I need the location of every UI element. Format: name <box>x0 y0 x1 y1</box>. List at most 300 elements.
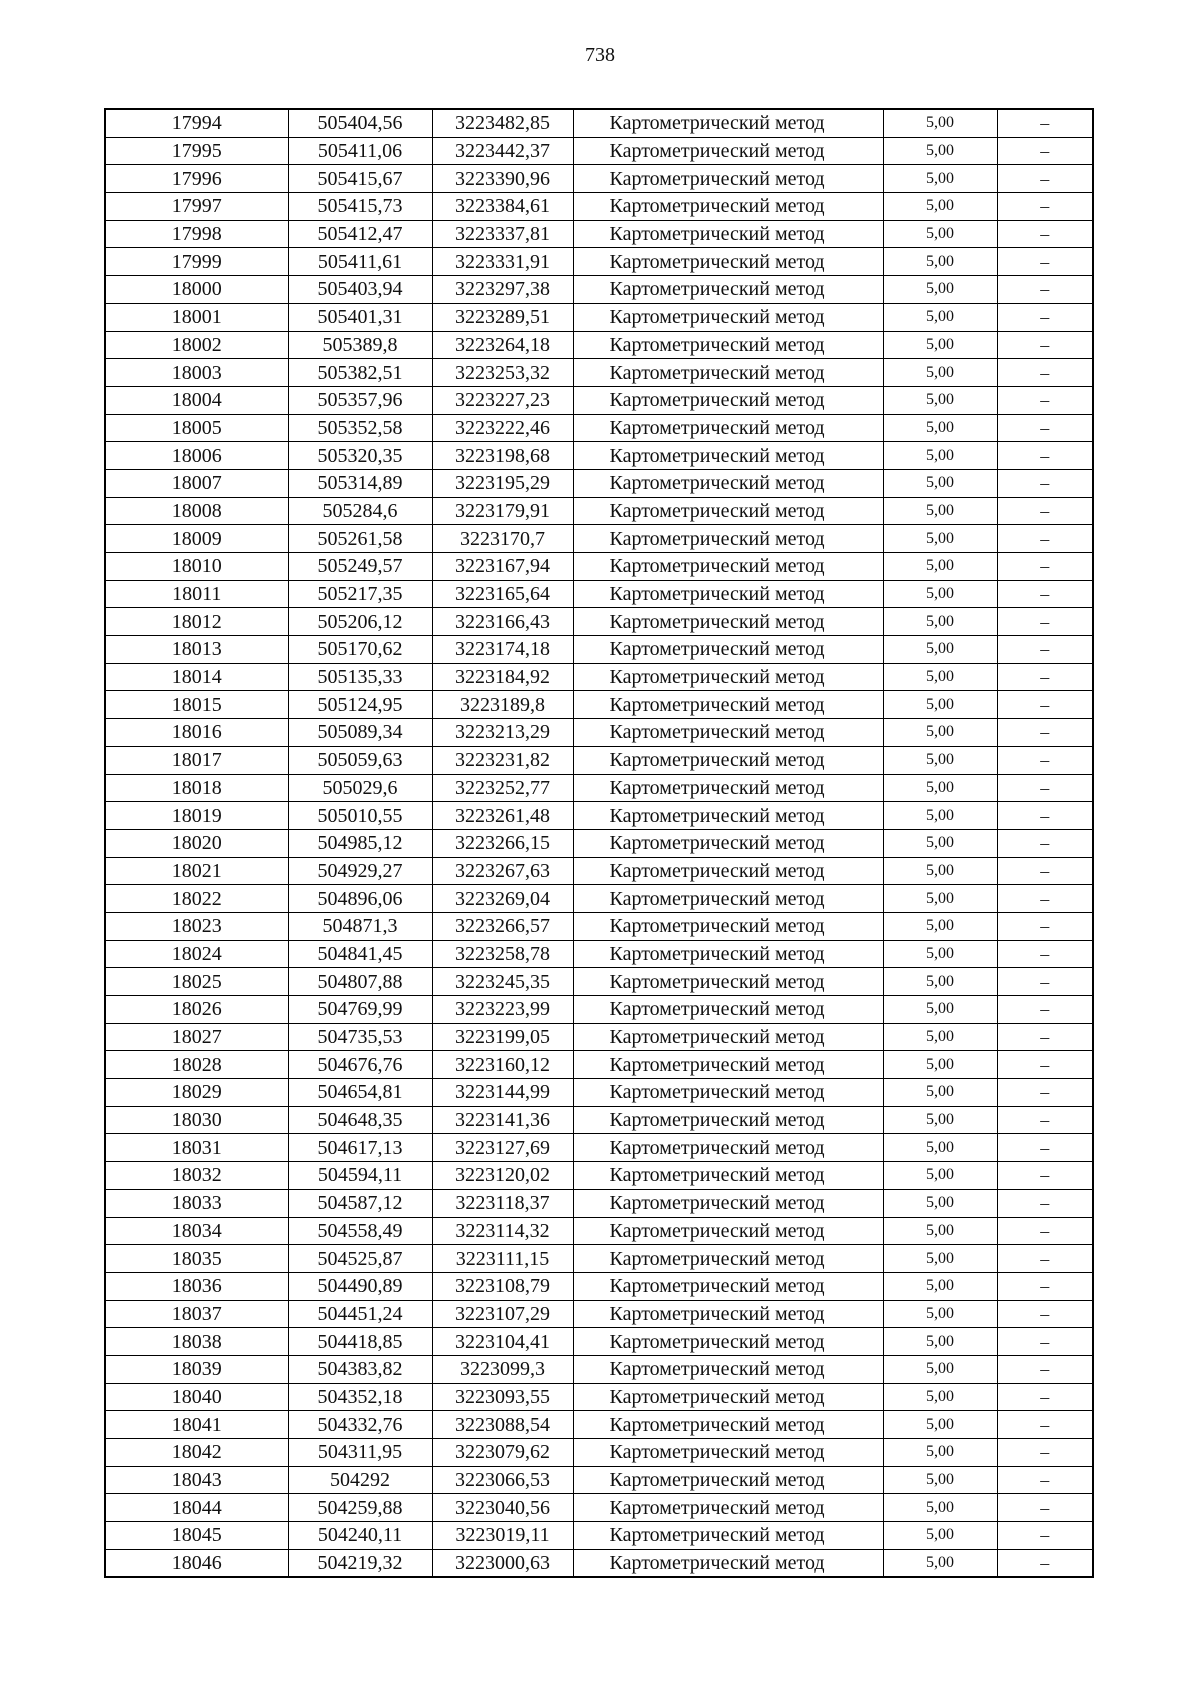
note-cell: – <box>997 1106 1093 1134</box>
method-cell: Картометрический метод <box>573 248 883 276</box>
y-coordinate-cell: 3223195,29 <box>432 469 573 497</box>
x-coordinate-cell: 505170,62 <box>288 636 432 664</box>
accuracy-cell: 5,00 <box>883 386 997 414</box>
y-coordinate-cell: 3223174,18 <box>432 636 573 664</box>
method-cell: Картометрический метод <box>573 580 883 608</box>
y-coordinate-cell: 3223108,79 <box>432 1272 573 1300</box>
accuracy-cell: 5,00 <box>883 1217 997 1245</box>
x-coordinate-cell: 504525,87 <box>288 1245 432 1273</box>
point-number-cell: 18001 <box>105 303 288 331</box>
x-coordinate-cell: 504676,76 <box>288 1051 432 1079</box>
point-number-cell: 18037 <box>105 1300 288 1328</box>
x-coordinate-cell: 505411,06 <box>288 137 432 165</box>
y-coordinate-cell: 3223213,29 <box>432 719 573 747</box>
accuracy-cell: 5,00 <box>883 1245 997 1273</box>
note-cell: – <box>997 248 1093 276</box>
x-coordinate-cell: 504259,88 <box>288 1494 432 1522</box>
note-cell: – <box>997 746 1093 774</box>
y-coordinate-cell: 3223390,96 <box>432 165 573 193</box>
note-cell: – <box>997 636 1093 664</box>
y-coordinate-cell: 3223107,29 <box>432 1300 573 1328</box>
method-cell: Картометрический метод <box>573 968 883 996</box>
table-row <box>105 248 1093 276</box>
point-number-cell: 18030 <box>105 1106 288 1134</box>
accuracy-cell: 5,00 <box>883 996 997 1024</box>
method-cell: Картометрический метод <box>573 469 883 497</box>
note-cell: – <box>997 303 1093 331</box>
note-cell: – <box>997 940 1093 968</box>
point-number-cell: 18032 <box>105 1162 288 1190</box>
point-number-cell: 17997 <box>105 193 288 221</box>
point-number-cell: 18013 <box>105 636 288 664</box>
note-cell: – <box>997 276 1093 304</box>
y-coordinate-cell: 3223111,15 <box>432 1245 573 1273</box>
point-number-cell: 18009 <box>105 525 288 553</box>
x-coordinate-cell: 504292 <box>288 1466 432 1494</box>
note-cell: – <box>997 1466 1093 1494</box>
method-cell: Картометрический метод <box>573 912 883 940</box>
y-coordinate-cell: 3223252,77 <box>432 774 573 802</box>
method-cell: Картометрический метод <box>573 497 883 525</box>
accuracy-cell: 5,00 <box>883 1355 997 1383</box>
point-number-cell: 18025 <box>105 968 288 996</box>
x-coordinate-cell: 505135,33 <box>288 663 432 691</box>
accuracy-cell: 5,00 <box>883 276 997 304</box>
table-row <box>105 1023 1093 1051</box>
note-cell: – <box>997 1162 1093 1190</box>
point-number-cell: 18043 <box>105 1466 288 1494</box>
accuracy-cell: 5,00 <box>883 1466 997 1494</box>
note-cell: – <box>997 829 1093 857</box>
table-row <box>105 1162 1093 1190</box>
point-number-cell: 18045 <box>105 1522 288 1550</box>
y-coordinate-cell: 3223099,3 <box>432 1355 573 1383</box>
x-coordinate-cell: 504617,13 <box>288 1134 432 1162</box>
note-cell: – <box>997 996 1093 1024</box>
point-number-cell: 18044 <box>105 1494 288 1522</box>
note-cell: – <box>997 165 1093 193</box>
note-cell: – <box>997 1051 1093 1079</box>
table-row <box>105 857 1093 885</box>
y-coordinate-cell: 3223337,81 <box>432 220 573 248</box>
table-row <box>105 1466 1093 1494</box>
y-coordinate-cell: 3223165,64 <box>432 580 573 608</box>
table-row <box>105 220 1093 248</box>
y-coordinate-cell: 3223160,12 <box>432 1051 573 1079</box>
note-cell: – <box>997 137 1093 165</box>
table-row <box>105 636 1093 664</box>
note-cell: – <box>997 1522 1093 1550</box>
method-cell: Картометрический метод <box>573 1106 883 1134</box>
method-cell: Картометрический метод <box>573 1023 883 1051</box>
table-row <box>105 1411 1093 1439</box>
note-cell: – <box>997 691 1093 719</box>
accuracy-cell: 5,00 <box>883 193 997 221</box>
y-coordinate-cell: 3223223,99 <box>432 996 573 1024</box>
table-row <box>105 940 1093 968</box>
method-cell: Картометрический метод <box>573 691 883 719</box>
note-cell: – <box>997 553 1093 581</box>
method-cell: Картометрический метод <box>573 857 883 885</box>
point-number-cell: 18019 <box>105 802 288 830</box>
note-cell: – <box>997 1383 1093 1411</box>
accuracy-cell: 5,00 <box>883 1023 997 1051</box>
method-cell: Картометрический метод <box>573 746 883 774</box>
y-coordinate-cell: 3223266,57 <box>432 912 573 940</box>
table-row <box>105 663 1093 691</box>
accuracy-cell: 5,00 <box>883 912 997 940</box>
table-row <box>105 442 1093 470</box>
y-coordinate-cell: 3223253,32 <box>432 359 573 387</box>
point-number-cell: 18015 <box>105 691 288 719</box>
point-number-cell: 18014 <box>105 663 288 691</box>
x-coordinate-cell: 505284,6 <box>288 497 432 525</box>
y-coordinate-cell: 3223088,54 <box>432 1411 573 1439</box>
x-coordinate-cell: 504654,81 <box>288 1079 432 1107</box>
accuracy-cell: 5,00 <box>883 857 997 885</box>
note-cell: – <box>997 608 1093 636</box>
x-coordinate-cell: 504896,06 <box>288 885 432 913</box>
table-row <box>105 912 1093 940</box>
table-row <box>105 1245 1093 1273</box>
point-number-cell: 17998 <box>105 220 288 248</box>
y-coordinate-cell: 3223189,8 <box>432 691 573 719</box>
note-cell: – <box>997 1494 1093 1522</box>
method-cell: Картометрический метод <box>573 996 883 1024</box>
x-coordinate-cell: 505412,47 <box>288 220 432 248</box>
accuracy-cell: 5,00 <box>883 165 997 193</box>
point-number-cell: 18012 <box>105 608 288 636</box>
accuracy-cell: 5,00 <box>883 829 997 857</box>
coordinates-table <box>104 108 1094 1578</box>
y-coordinate-cell: 3223079,62 <box>432 1439 573 1467</box>
method-cell: Картометрический метод <box>573 137 883 165</box>
method-cell: Картометрический метод <box>573 663 883 691</box>
accuracy-cell: 5,00 <box>883 442 997 470</box>
accuracy-cell: 5,00 <box>883 331 997 359</box>
x-coordinate-cell: 504383,82 <box>288 1355 432 1383</box>
note-cell: – <box>997 912 1093 940</box>
x-coordinate-cell: 505206,12 <box>288 608 432 636</box>
y-coordinate-cell: 3223297,38 <box>432 276 573 304</box>
method-cell: Картометрический метод <box>573 719 883 747</box>
method-cell: Картометрический метод <box>573 303 883 331</box>
accuracy-cell: 5,00 <box>883 1411 997 1439</box>
point-number-cell: 18033 <box>105 1189 288 1217</box>
y-coordinate-cell: 3223199,05 <box>432 1023 573 1051</box>
x-coordinate-cell: 505401,31 <box>288 303 432 331</box>
accuracy-cell: 5,00 <box>883 1494 997 1522</box>
point-number-cell: 18016 <box>105 719 288 747</box>
x-coordinate-cell: 505411,61 <box>288 248 432 276</box>
accuracy-cell: 5,00 <box>883 1106 997 1134</box>
accuracy-cell: 5,00 <box>883 580 997 608</box>
method-cell: Картометрический метод <box>573 885 883 913</box>
y-coordinate-cell: 3223179,91 <box>432 497 573 525</box>
table-row <box>105 1106 1093 1134</box>
x-coordinate-cell: 505403,94 <box>288 276 432 304</box>
method-cell: Картометрический метод <box>573 636 883 664</box>
y-coordinate-cell: 3223264,18 <box>432 331 573 359</box>
point-number-cell: 18035 <box>105 1245 288 1273</box>
method-cell: Картометрический метод <box>573 331 883 359</box>
table-row <box>105 719 1093 747</box>
table-row <box>105 580 1093 608</box>
x-coordinate-cell: 504871,3 <box>288 912 432 940</box>
x-coordinate-cell: 505314,89 <box>288 469 432 497</box>
method-cell: Картометрический метод <box>573 940 883 968</box>
method-cell: Картометрический метод <box>573 1051 883 1079</box>
x-coordinate-cell: 505404,56 <box>288 109 432 137</box>
table-row <box>105 497 1093 525</box>
accuracy-cell: 5,00 <box>883 746 997 774</box>
note-cell: – <box>997 359 1093 387</box>
accuracy-cell: 5,00 <box>883 359 997 387</box>
method-cell: Картометрический метод <box>573 1549 883 1577</box>
point-number-cell: 18031 <box>105 1134 288 1162</box>
table-row <box>105 276 1093 304</box>
accuracy-cell: 5,00 <box>883 220 997 248</box>
table-row <box>105 829 1093 857</box>
accuracy-cell: 5,00 <box>883 525 997 553</box>
table-row <box>105 1549 1093 1577</box>
accuracy-cell: 5,00 <box>883 608 997 636</box>
accuracy-cell: 5,00 <box>883 691 997 719</box>
y-coordinate-cell: 3223144,99 <box>432 1079 573 1107</box>
accuracy-cell: 5,00 <box>883 1383 997 1411</box>
note-cell: – <box>997 1300 1093 1328</box>
note-cell: – <box>997 663 1093 691</box>
method-cell: Картометрический метод <box>573 1328 883 1356</box>
note-cell: – <box>997 802 1093 830</box>
method-cell: Картометрический метод <box>573 276 883 304</box>
y-coordinate-cell: 3223093,55 <box>432 1383 573 1411</box>
table-row <box>105 109 1093 137</box>
y-coordinate-cell: 3223269,04 <box>432 885 573 913</box>
table-row <box>105 1300 1093 1328</box>
y-coordinate-cell: 3223442,37 <box>432 137 573 165</box>
x-coordinate-cell: 505415,67 <box>288 165 432 193</box>
x-coordinate-cell: 504807,88 <box>288 968 432 996</box>
note-cell: – <box>997 442 1093 470</box>
accuracy-cell: 5,00 <box>883 1134 997 1162</box>
method-cell: Картометрический метод <box>573 1300 883 1328</box>
x-coordinate-cell: 504735,53 <box>288 1023 432 1051</box>
x-coordinate-cell: 504332,76 <box>288 1411 432 1439</box>
accuracy-cell: 5,00 <box>883 774 997 802</box>
point-number-cell: 18042 <box>105 1439 288 1467</box>
note-cell: – <box>997 1272 1093 1300</box>
y-coordinate-cell: 3223141,36 <box>432 1106 573 1134</box>
x-coordinate-cell: 505415,73 <box>288 193 432 221</box>
method-cell: Картометрический метод <box>573 1079 883 1107</box>
point-number-cell: 18020 <box>105 829 288 857</box>
x-coordinate-cell: 504311,95 <box>288 1439 432 1467</box>
method-cell: Картометрический метод <box>573 1355 883 1383</box>
note-cell: – <box>997 580 1093 608</box>
point-number-cell: 18017 <box>105 746 288 774</box>
x-coordinate-cell: 504352,18 <box>288 1383 432 1411</box>
table-row <box>105 1134 1093 1162</box>
y-coordinate-cell: 3223231,82 <box>432 746 573 774</box>
accuracy-cell: 5,00 <box>883 414 997 442</box>
x-coordinate-cell: 504841,45 <box>288 940 432 968</box>
table-row <box>105 553 1093 581</box>
method-cell: Картометрический метод <box>573 1134 883 1162</box>
point-number-cell: 17996 <box>105 165 288 193</box>
method-cell: Картометрический метод <box>573 1439 883 1467</box>
x-coordinate-cell: 504418,85 <box>288 1328 432 1356</box>
table-row <box>105 1383 1093 1411</box>
y-coordinate-cell: 3223127,69 <box>432 1134 573 1162</box>
note-cell: – <box>997 1328 1093 1356</box>
table-row <box>105 414 1093 442</box>
x-coordinate-cell: 504240,11 <box>288 1522 432 1550</box>
x-coordinate-cell: 505124,95 <box>288 691 432 719</box>
note-cell: – <box>997 1549 1093 1577</box>
method-cell: Картометрический метод <box>573 359 883 387</box>
accuracy-cell: 5,00 <box>883 248 997 276</box>
note-cell: – <box>997 1189 1093 1217</box>
point-number-cell: 18027 <box>105 1023 288 1051</box>
y-coordinate-cell: 3223000,63 <box>432 1549 573 1577</box>
point-number-cell: 18026 <box>105 996 288 1024</box>
accuracy-cell: 5,00 <box>883 303 997 331</box>
note-cell: – <box>997 331 1093 359</box>
note-cell: – <box>997 1245 1093 1273</box>
point-number-cell: 18011 <box>105 580 288 608</box>
note-cell: – <box>997 525 1093 553</box>
note-cell: – <box>997 497 1093 525</box>
point-number-cell: 18004 <box>105 386 288 414</box>
method-cell: Картометрический метод <box>573 1411 883 1439</box>
method-cell: Картометрический метод <box>573 414 883 442</box>
accuracy-cell: 5,00 <box>883 719 997 747</box>
note-cell: – <box>997 1439 1093 1467</box>
table-row <box>105 1439 1093 1467</box>
table-row <box>105 193 1093 221</box>
accuracy-cell: 5,00 <box>883 1189 997 1217</box>
point-number-cell: 18022 <box>105 885 288 913</box>
accuracy-cell: 5,00 <box>883 1051 997 1079</box>
x-coordinate-cell: 504769,99 <box>288 996 432 1024</box>
note-cell: – <box>997 109 1093 137</box>
method-cell: Картометрический метод <box>573 220 883 248</box>
y-coordinate-cell: 3223167,94 <box>432 553 573 581</box>
y-coordinate-cell: 3223331,91 <box>432 248 573 276</box>
point-number-cell: 18029 <box>105 1079 288 1107</box>
accuracy-cell: 5,00 <box>883 940 997 968</box>
x-coordinate-cell: 505352,58 <box>288 414 432 442</box>
y-coordinate-cell: 3223258,78 <box>432 940 573 968</box>
accuracy-cell: 5,00 <box>883 968 997 996</box>
y-coordinate-cell: 3223267,63 <box>432 857 573 885</box>
note-cell: – <box>997 719 1093 747</box>
point-number-cell: 18041 <box>105 1411 288 1439</box>
method-cell: Картометрический метод <box>573 1522 883 1550</box>
table-row <box>105 137 1093 165</box>
point-number-cell: 18006 <box>105 442 288 470</box>
point-number-cell: 18046 <box>105 1549 288 1577</box>
accuracy-cell: 5,00 <box>883 109 997 137</box>
note-cell: – <box>997 414 1093 442</box>
page-number: 738 <box>585 44 615 66</box>
point-number-cell: 18038 <box>105 1328 288 1356</box>
x-coordinate-cell: 505010,55 <box>288 802 432 830</box>
point-number-cell: 18034 <box>105 1217 288 1245</box>
y-coordinate-cell: 3223184,92 <box>432 663 573 691</box>
method-cell: Картометрический метод <box>573 165 883 193</box>
note-cell: – <box>997 968 1093 996</box>
table-row <box>105 1272 1093 1300</box>
y-coordinate-cell: 3223198,68 <box>432 442 573 470</box>
x-coordinate-cell: 505059,63 <box>288 746 432 774</box>
method-cell: Картометрический метод <box>573 1217 883 1245</box>
accuracy-cell: 5,00 <box>883 663 997 691</box>
note-cell: – <box>997 774 1093 802</box>
point-number-cell: 18008 <box>105 497 288 525</box>
y-coordinate-cell: 3223166,43 <box>432 608 573 636</box>
x-coordinate-cell: 505357,96 <box>288 386 432 414</box>
x-coordinate-cell: 505217,35 <box>288 580 432 608</box>
x-coordinate-cell: 504558,49 <box>288 1217 432 1245</box>
table-row <box>105 774 1093 802</box>
point-number-cell: 17995 <box>105 137 288 165</box>
note-cell: – <box>997 386 1093 414</box>
accuracy-cell: 5,00 <box>883 636 997 664</box>
table-row <box>105 996 1093 1024</box>
table-row <box>105 885 1093 913</box>
point-number-cell: 18028 <box>105 1051 288 1079</box>
method-cell: Картометрический метод <box>573 774 883 802</box>
point-number-cell: 18040 <box>105 1383 288 1411</box>
accuracy-cell: 5,00 <box>883 1439 997 1467</box>
method-cell: Картометрический метод <box>573 109 883 137</box>
y-coordinate-cell: 3223114,32 <box>432 1217 573 1245</box>
accuracy-cell: 5,00 <box>883 497 997 525</box>
y-coordinate-cell: 3223040,56 <box>432 1494 573 1522</box>
accuracy-cell: 5,00 <box>883 137 997 165</box>
method-cell: Картометрический метод <box>573 1162 883 1190</box>
method-cell: Картометрический метод <box>573 608 883 636</box>
table-row <box>105 1217 1093 1245</box>
method-cell: Картометрический метод <box>573 193 883 221</box>
table-row <box>105 331 1093 359</box>
table-row <box>105 359 1093 387</box>
y-coordinate-cell: 3223019,11 <box>432 1522 573 1550</box>
point-number-cell: 18024 <box>105 940 288 968</box>
accuracy-cell: 5,00 <box>883 469 997 497</box>
x-coordinate-cell: 505261,58 <box>288 525 432 553</box>
method-cell: Картометрический метод <box>573 553 883 581</box>
point-number-cell: 18023 <box>105 912 288 940</box>
point-number-cell: 18036 <box>105 1272 288 1300</box>
note-cell: – <box>997 1134 1093 1162</box>
accuracy-cell: 5,00 <box>883 1328 997 1356</box>
point-number-cell: 18039 <box>105 1355 288 1383</box>
table-row <box>105 303 1093 331</box>
accuracy-cell: 5,00 <box>883 1162 997 1190</box>
note-cell: – <box>997 220 1093 248</box>
note-cell: – <box>997 885 1093 913</box>
accuracy-cell: 5,00 <box>883 802 997 830</box>
accuracy-cell: 5,00 <box>883 885 997 913</box>
x-coordinate-cell: 505382,51 <box>288 359 432 387</box>
table-row <box>105 1079 1093 1107</box>
accuracy-cell: 5,00 <box>883 1272 997 1300</box>
y-coordinate-cell: 3223120,02 <box>432 1162 573 1190</box>
table-row <box>105 1355 1093 1383</box>
